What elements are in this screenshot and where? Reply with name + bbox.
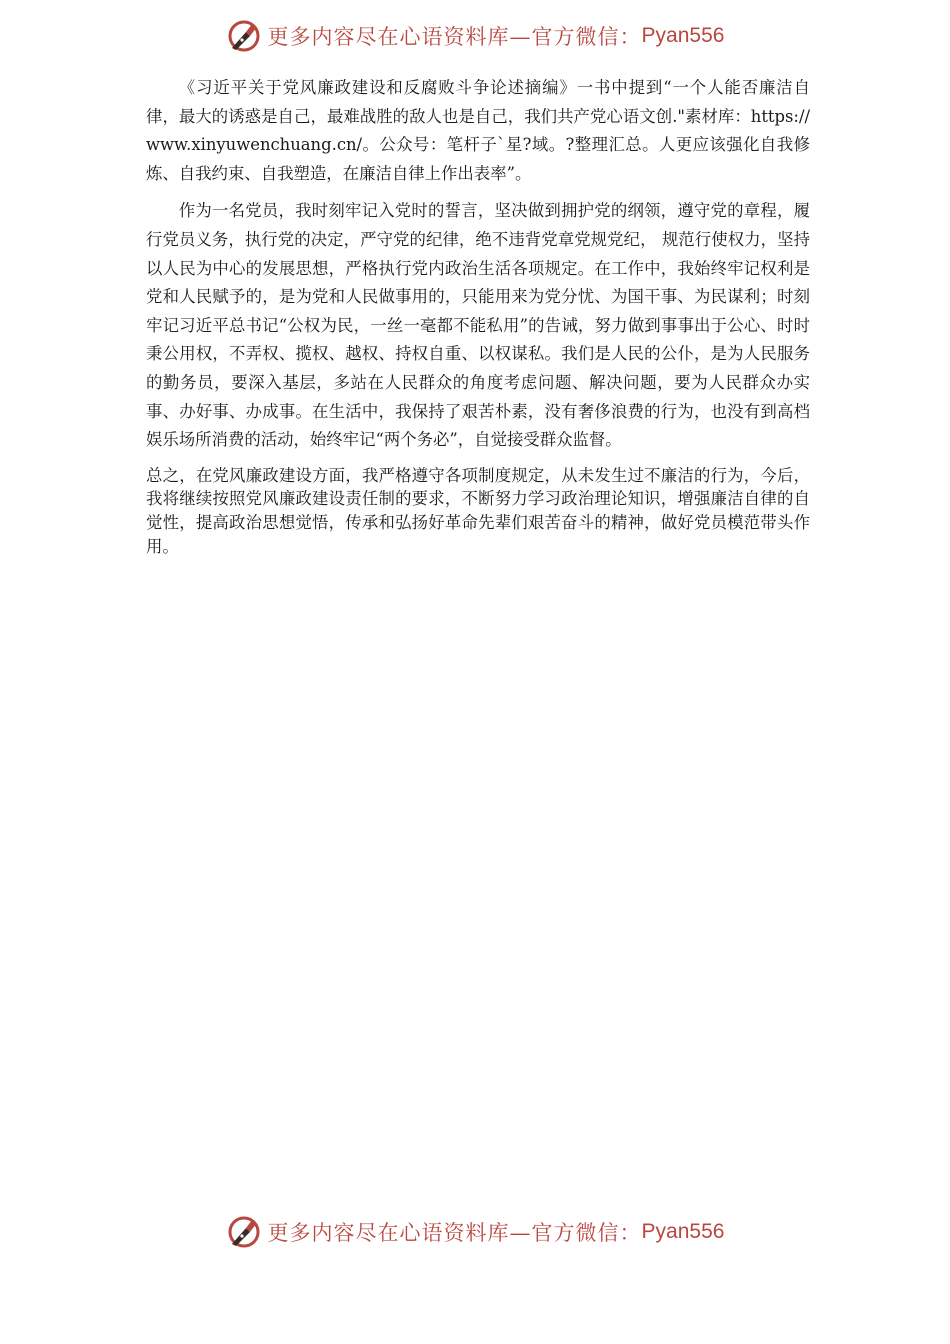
footer-banner bbox=[0, 1210, 950, 1254]
pen-nib-logo-icon bbox=[226, 18, 262, 54]
banner-text: 更多内容尽在心语资料库—官方微信： bbox=[267, 1221, 642, 1245]
paragraph-1: 《习近平关于党风廉政建设和反腐败斗争论述摘编》一书中提到“一个人能否廉洁自律，最大的诱惑是自己，最难战胜的敌人也是自己，我们共产党心语文创."素材库：https://www.xinyuwenchuang.cn/。公众号：笔杆子`星?域。?整理汇总。人更应该强化自我修炼、自我约束、自我塑造，在廉洁自律上作出表率”。 bbox=[146, 78, 810, 183]
banner-wechat-id: Pyan556 bbox=[641, 1220, 725, 1243]
paragraph-3: 总之，在党风廉政建设方面，我严格遵守各项制度规定，从未发生过不廉洁的行为，今后，我将继续按照党风廉政建设责任制的要求，不断努力学习政治理论知识，增强廉洁自律的自觉性，提高政治思想觉悟，传承和弘扬好革命先辈们艰苦奋斗的精神，做好党员模范带头作用。 bbox=[146, 465, 810, 556]
pen-nib-logo-icon bbox=[226, 1214, 262, 1250]
document-body bbox=[146, 74, 810, 567]
paragraph-2: 作为一名党员，我时刻牢记入党时的誓言，坚决做到拥护党的纲领，遵守党的章程，履行党员义务，执行党的决定，严守党的纪律，绝不违背党章党规党纪， 规范行使权力，坚持以人民为中心的发展思想，严格执行党内政治生活各项规定。在工作中，我始终牢记权利是党和人民赋予的，是为党和人民做事用的，只能用来为党分忧、为国干事、为民谋利；时刻牢记习近平总书记“公权为民，一丝一毫都不能私用”的告诫，努力做到事事出于公心、时时秉公用权，不弄权、揽权、越权、持权自重、以权谋私。我们是人民的公仆，是为人民服务的勤务员，要深入基层，多站在人民群众的角度考虑问题、解决问题，要为人民群众办实事、办好事、办成事。在生活中，我保持了艰苦朴素，没有奢侈浪费的行为，也没有到高档娱乐场所消费的活动，始终牢记“两个务必”，自觉接受群众监督。 bbox=[146, 201, 810, 450]
banner-text: 更多内容尽在心语资料库—官方微信： bbox=[267, 25, 642, 49]
header-banner bbox=[0, 14, 950, 58]
banner-wechat-id: Pyan556 bbox=[641, 24, 725, 47]
